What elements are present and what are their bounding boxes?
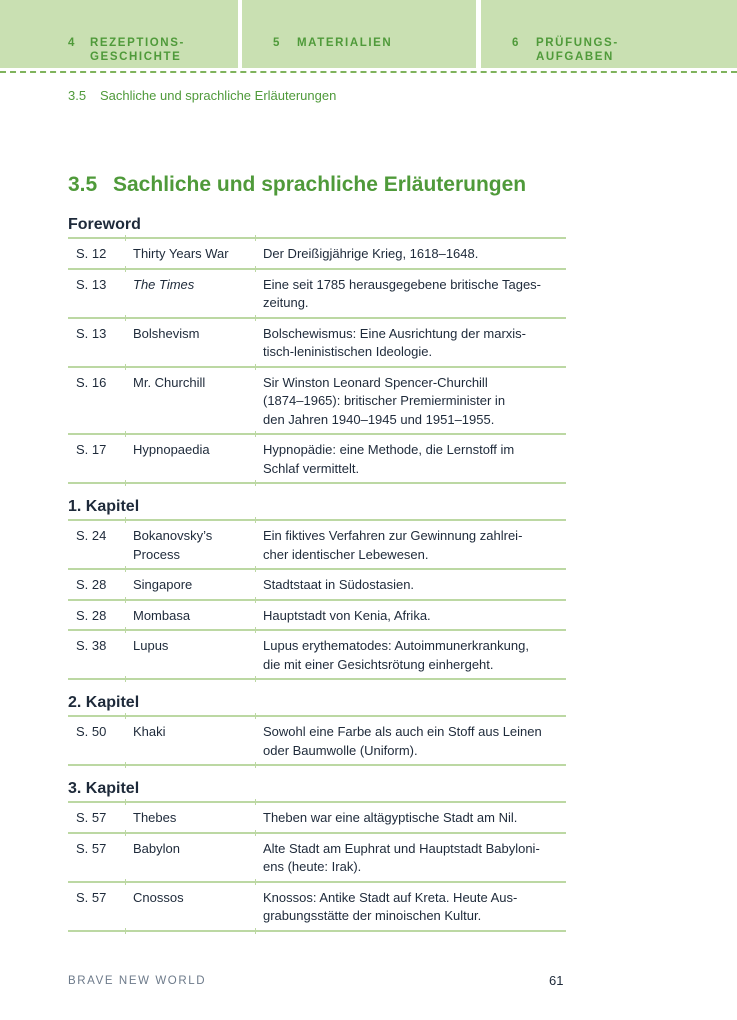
explanation bbox=[263, 607, 566, 626]
tab-label bbox=[90, 36, 185, 64]
table-rule bbox=[68, 678, 566, 680]
tab-rezeptionsgeschichte[interactable] bbox=[0, 0, 238, 68]
chapter-tabs bbox=[0, 0, 737, 68]
table-row bbox=[68, 803, 566, 832]
glossary-section bbox=[68, 496, 566, 680]
explanation bbox=[263, 374, 566, 430]
explanation bbox=[263, 325, 566, 362]
explanation-line: oder Baumwolle (Uniform). bbox=[263, 742, 418, 758]
running-header-title: Sachliche und sprachliche Erläuterungen bbox=[100, 88, 337, 103]
page-reference: S. 57 bbox=[76, 840, 107, 856]
explanation-line: Ein fiktives Verfahren zur Gewinnung zahlrei- bbox=[263, 528, 523, 543]
running-header bbox=[68, 88, 336, 103]
page-reference: S. 13 bbox=[76, 276, 107, 292]
page-reference: S. 28 bbox=[76, 607, 107, 623]
explanation-line: Schlaf vermittelt. bbox=[263, 460, 360, 476]
section-heading: 1. Kapitel bbox=[68, 498, 140, 515]
page-reference: S. 38 bbox=[76, 638, 107, 653]
table-rule bbox=[68, 832, 566, 834]
explanation-line: Knossos: Antike Stadt auf Kreta. Heute Aus- bbox=[263, 889, 518, 905]
term bbox=[133, 527, 263, 564]
tab-label bbox=[536, 36, 619, 64]
explanation-line: tisch-leninistischen Ideologie. bbox=[263, 344, 433, 359]
tab-number: 4 bbox=[68, 37, 76, 49]
table-row bbox=[68, 834, 566, 881]
explanation bbox=[263, 889, 566, 926]
page-reference: S. 16 bbox=[76, 374, 107, 390]
explanation bbox=[263, 809, 566, 828]
term: Singapore bbox=[133, 577, 193, 592]
explanation-line: grabungsstätte der minoischen Kultur. bbox=[263, 908, 482, 923]
table-row bbox=[68, 521, 566, 568]
explanation-line: Theben war eine altägyptische Stadt am Nil. bbox=[263, 810, 518, 825]
page-reference: S. 57 bbox=[76, 889, 107, 905]
term: The Times bbox=[133, 276, 195, 292]
explanation bbox=[263, 637, 566, 674]
section-heading: Foreword bbox=[68, 216, 141, 233]
section-heading: 2. Kapitel bbox=[68, 694, 140, 711]
explanation bbox=[263, 441, 566, 478]
term: Cnossos bbox=[133, 889, 184, 905]
table-rule bbox=[68, 715, 566, 717]
table-rule bbox=[68, 881, 566, 883]
table-rule bbox=[68, 433, 566, 435]
tab-label-line2: AUFGABEN bbox=[536, 51, 614, 63]
explanation-line: Lupus erythematodes: Autoimmunerkrankung, bbox=[263, 638, 529, 653]
table-rule bbox=[68, 930, 566, 932]
term: Mombasa bbox=[133, 607, 191, 623]
page-reference: S. 24 bbox=[76, 528, 107, 543]
page-reference: S. 50 bbox=[76, 724, 107, 739]
section-heading: 3. Kapitel bbox=[68, 780, 140, 797]
explanation-line: Stadtstaat in Südostasien. bbox=[263, 577, 415, 592]
table-rule bbox=[68, 801, 566, 803]
table-rule bbox=[68, 519, 566, 521]
tab-label-line1: REZEPTIONS- bbox=[90, 37, 185, 49]
term: Bolshevism bbox=[133, 325, 200, 341]
explanation bbox=[263, 576, 566, 595]
explanation-line: die mit einer Gesichtsrötung einhergeht. bbox=[263, 656, 494, 672]
page-reference: S. 28 bbox=[76, 577, 107, 592]
page-title bbox=[68, 173, 526, 197]
explanation-line: Hauptstadt von Kenia, Afrika. bbox=[263, 607, 431, 623]
page-reference: S. 13 bbox=[76, 325, 107, 341]
tab-materialien[interactable] bbox=[242, 0, 476, 68]
glossary bbox=[68, 214, 566, 944]
table-row bbox=[68, 631, 566, 678]
running-header-number: 3.5 bbox=[68, 88, 87, 103]
tab-number: 5 bbox=[273, 37, 281, 49]
page-reference: S. 12 bbox=[76, 246, 107, 261]
explanation-line: cher identischer Lebewesen. bbox=[263, 546, 429, 562]
explanation-line: Bolschewismus: Eine Ausrichtung der marxis- bbox=[263, 325, 526, 341]
term: Mr. Churchill bbox=[133, 374, 206, 390]
term: Khaki bbox=[133, 724, 166, 739]
term-line: Bokanovsky’s bbox=[133, 528, 213, 543]
explanation-line: Sowohl eine Farbe als auch ein Stoff aus Leinen bbox=[263, 724, 542, 739]
page-number: 61 bbox=[549, 973, 564, 988]
explanation-line: Hypnopädie: eine Methode, die Lernstoff im bbox=[263, 442, 515, 457]
page-title-number: 3.5 bbox=[68, 173, 98, 196]
explanation bbox=[263, 840, 566, 877]
table-rule bbox=[68, 482, 566, 484]
table-rule bbox=[68, 599, 566, 601]
table-row bbox=[68, 570, 566, 599]
table-rule bbox=[68, 237, 566, 239]
glossary-section bbox=[68, 214, 566, 484]
explanation-line: Alte Stadt am Euphrat und Hauptstadt Babyloni- bbox=[263, 840, 540, 856]
term: Thirty Years War bbox=[133, 246, 229, 261]
tab-number: 6 bbox=[512, 37, 520, 49]
explanation bbox=[263, 276, 566, 313]
header-divider bbox=[0, 71, 737, 73]
table-row bbox=[68, 368, 566, 434]
tab-label-line2: GESCHICHTE bbox=[90, 51, 182, 63]
explanation-line: Der Dreißigjährige Krieg, 1618–1648. bbox=[263, 246, 479, 261]
glossary-section bbox=[68, 778, 566, 932]
explanation-line: ens (heute: Irak). bbox=[263, 859, 362, 874]
explanation-line: Sir Winston Leonard Spencer-Churchill bbox=[263, 374, 488, 390]
table-rule bbox=[68, 366, 566, 368]
term: Thebes bbox=[133, 810, 177, 825]
explanation bbox=[263, 245, 566, 264]
table-row bbox=[68, 601, 566, 630]
tab-label bbox=[297, 36, 392, 50]
explanation bbox=[263, 527, 566, 564]
explanation bbox=[263, 723, 566, 760]
term: Hypnopaedia bbox=[133, 442, 210, 457]
term-line: Process bbox=[133, 546, 180, 562]
tab-pruefungsaufgaben[interactable] bbox=[481, 0, 737, 68]
explanation-line: zeitung. bbox=[263, 295, 309, 310]
explanation-line: Eine seit 1785 herausgegebene britische Tages- bbox=[263, 276, 542, 292]
tab-label-line1: MATERIALIEN bbox=[297, 37, 393, 49]
term: Babylon bbox=[133, 840, 180, 856]
table-rule bbox=[68, 629, 566, 631]
table-row bbox=[68, 435, 566, 482]
table-row bbox=[68, 239, 566, 268]
tab-label-line1: PRÜFUNGS- bbox=[536, 37, 619, 49]
page-reference: S. 17 bbox=[76, 442, 107, 457]
table-rule bbox=[68, 317, 566, 319]
page-reference: S. 57 bbox=[76, 810, 107, 825]
term: Lupus bbox=[133, 638, 169, 653]
table-row bbox=[68, 883, 566, 930]
table-rule bbox=[68, 268, 566, 270]
table-row bbox=[68, 319, 566, 366]
page-title-text: Sachliche und sprachliche Erläuterungen bbox=[113, 173, 527, 196]
table-row bbox=[68, 270, 566, 317]
table-rule bbox=[68, 764, 566, 766]
explanation-line: (1874–1965): britischer Premierminister in bbox=[263, 393, 506, 408]
table-rule bbox=[68, 568, 566, 570]
explanation-line: den Jahren 1940–1945 und 1951–1955. bbox=[263, 411, 495, 427]
table-row bbox=[68, 717, 566, 764]
glossary-section bbox=[68, 692, 566, 766]
footer-book-title: BRAVE NEW WORLD bbox=[68, 975, 207, 987]
